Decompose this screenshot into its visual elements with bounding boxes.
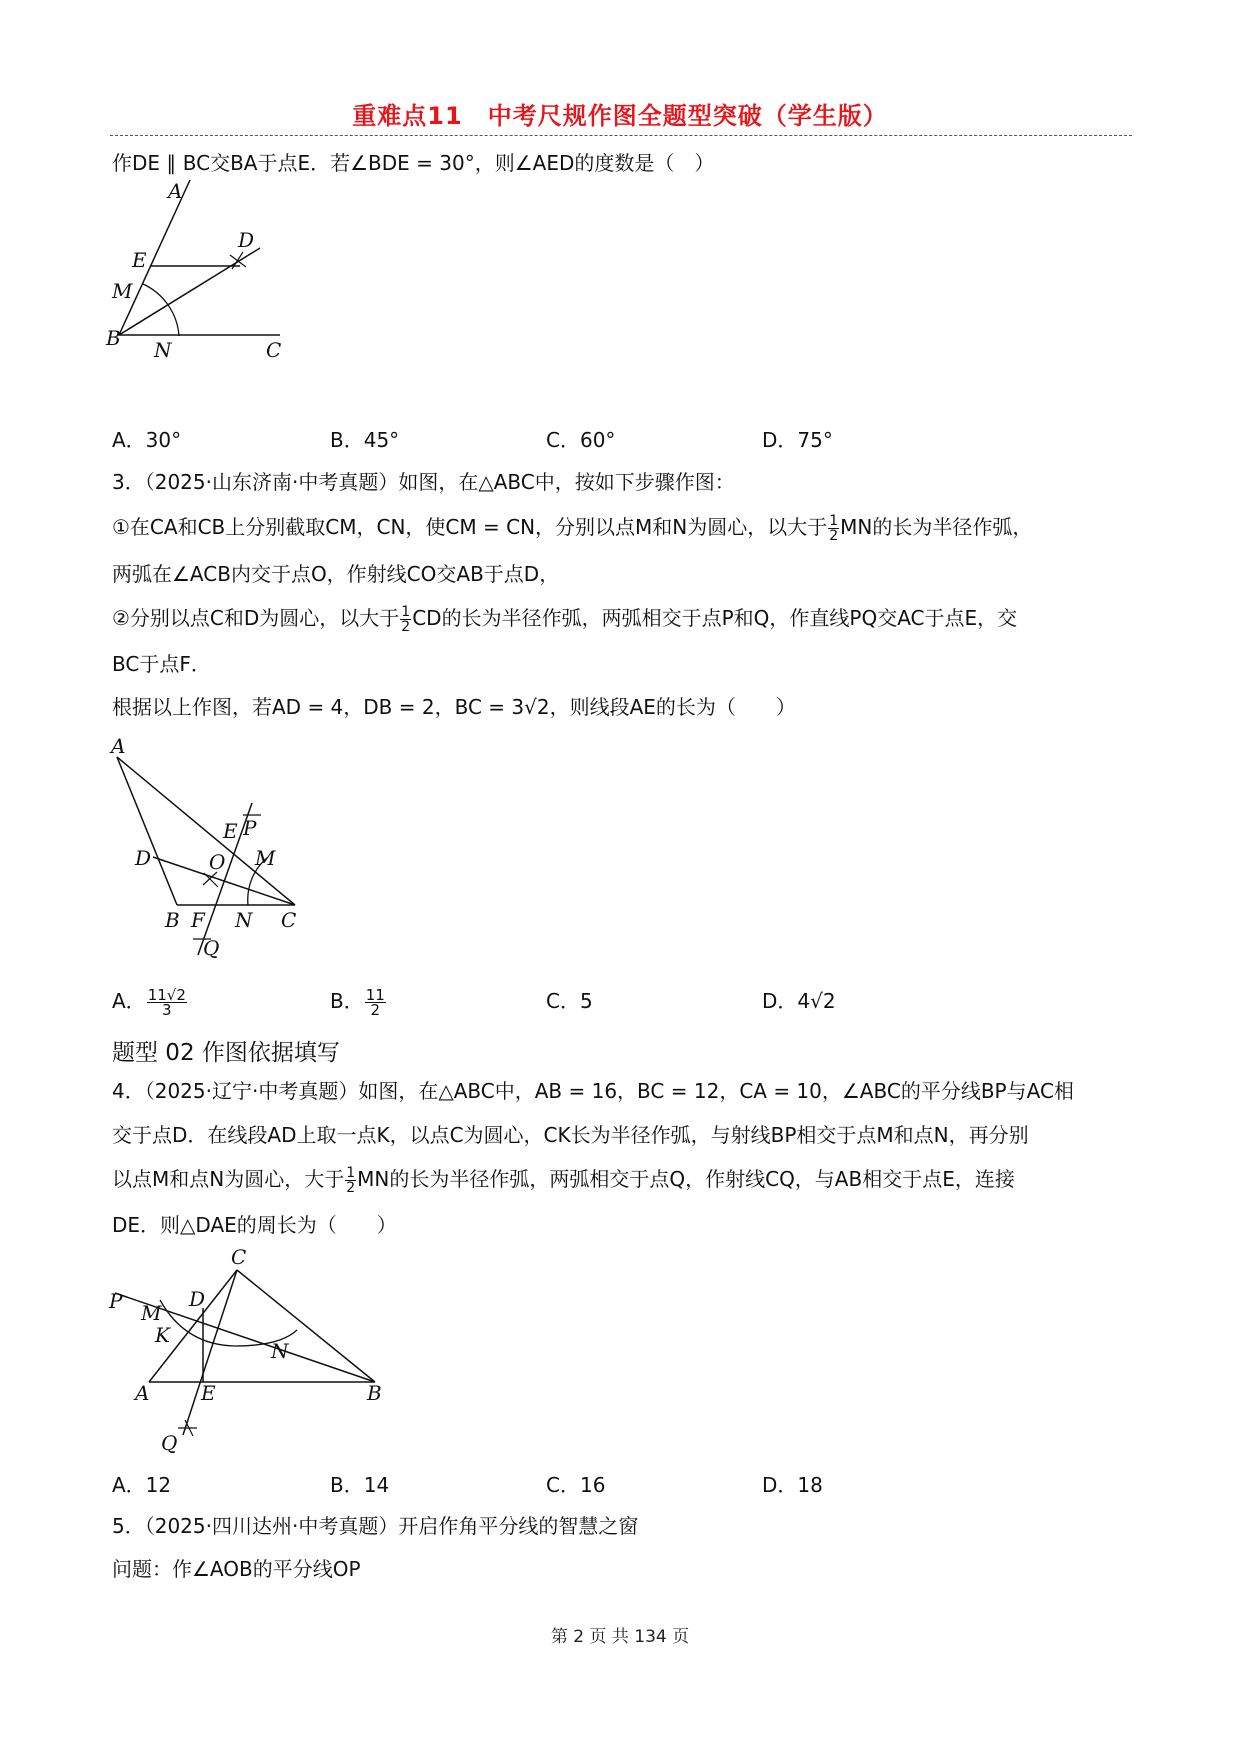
- q4-line3a: 以点M和点N为圆心，大于: [112, 1167, 345, 1191]
- q3-label-C: C: [281, 908, 297, 932]
- q3-line3: 两弧在∠ACB内交于点O，作射线CO交AB于点D，: [112, 562, 560, 586]
- q4-label-E: E: [201, 1381, 216, 1405]
- q3-line6: 根据以上作图，若AD = 4，DB = 2，BC = 3√2，则线段AE的长为（ ）: [112, 695, 796, 719]
- q4-label-K: K: [155, 1323, 170, 1347]
- q3-line2a: ①在CA和CB上分别截取CM，CN，使CM = CN，分别以点M和N为圆心，以大于: [112, 515, 828, 539]
- q4-figure: [105, 1245, 395, 1460]
- q4-option-d: D．18: [762, 1473, 823, 1497]
- q3-option-a: A． $\frac{11√2}{3}$: [112, 986, 186, 1019]
- q3-option-c: C．5: [546, 989, 593, 1013]
- q3-option-b: B． $\frac{11}{2}$: [330, 986, 385, 1019]
- q3-line5: BC于点F．: [112, 652, 211, 676]
- q3-label-M: M: [255, 846, 276, 870]
- q3-option-d: D．4√2: [762, 989, 836, 1013]
- q4-line1: 4．（2025·辽宁·中考真题）如图，在△ABC中，AB = 16，BC = 12，CA = 10，∠ABC的平分线BP与AC相: [112, 1079, 1074, 1103]
- q3-line2b: MN的长为半径作弧，: [840, 515, 1033, 539]
- q4-line3b: MN的长为半径作弧，两弧相交于点Q，作射线CQ，与AB相交于点E，连接: [357, 1167, 1015, 1191]
- q4-line4: DE．则△DAE的周长为（ ）: [112, 1213, 397, 1237]
- q5-line2: 问题：作∠AOB的平分线OP: [112, 1557, 361, 1581]
- q2-option-d: D．75°: [762, 428, 833, 452]
- q3-fraction-half-1: $\frac{1}{2}$: [829, 513, 839, 544]
- q4-label-B: B: [367, 1381, 382, 1405]
- q3-label-E: E: [223, 819, 238, 843]
- q2-label-M: M: [112, 279, 133, 303]
- q4-label-N: N: [271, 1339, 289, 1363]
- header-divider: [110, 135, 1132, 136]
- q4-label-D: D: [189, 1287, 206, 1311]
- q4-label-M: M: [141, 1301, 162, 1325]
- page-footer: 第 2 页 共 134 页: [550, 1627, 690, 1647]
- q2-option-c: C．60°: [546, 428, 616, 452]
- q3-option-b-fraction: $\frac{11}{2}$: [365, 986, 385, 1019]
- q3-line4: [112, 605, 1017, 634]
- q4-line2: 交于点D．在线段AD上取一点K，以点C为圆心，CK长为半径作弧，与射线BP相交于点M和点N，再分别: [112, 1123, 1029, 1147]
- section-heading: 题型 02 作图依据填写: [112, 1040, 340, 1066]
- q4-label-Q: Q: [161, 1431, 178, 1455]
- q2-label-N: N: [154, 338, 172, 362]
- q3-figure: [105, 735, 315, 965]
- page-title: 重难点11 中考尺规作图全题型突破（学生版）: [352, 102, 888, 130]
- q3-label-F: F: [191, 908, 205, 932]
- q3-label-P: P: [243, 816, 257, 840]
- q4-label-C: C: [231, 1245, 247, 1269]
- q4-option-a: A．12: [112, 1473, 172, 1497]
- q5-line1: 5．（2025·四川达州·中考真题）开启作角平分线的智慧之窗: [112, 1514, 639, 1538]
- q2-label-C: C: [266, 338, 282, 362]
- q4-option-c: C．16: [546, 1473, 606, 1497]
- q2-figure: [106, 179, 320, 405]
- q3-label-B: B: [165, 908, 180, 932]
- q4-line3: [112, 1166, 1015, 1195]
- q2-label-D: D: [238, 228, 255, 252]
- q2-option-b: B．45°: [330, 428, 400, 452]
- q2-label-E: E: [132, 248, 147, 272]
- q3-line4b: CD的长为半径作弧，两弧相交于点P和Q，作直线PQ交AC于点E，交: [412, 606, 1018, 630]
- q4-fraction-half: $\frac{1}{2}$: [346, 1165, 356, 1196]
- q3-option-a-fraction: $\frac{11√2}{3}$: [147, 986, 186, 1019]
- q4-label-P: P: [109, 1289, 123, 1313]
- q3-label-A: A: [111, 734, 126, 758]
- q3-label-O: O: [209, 850, 226, 874]
- q3-line1: 3．（2025·山东济南·中考真题）如图，在△ABC中，按如下步骤作图：: [112, 470, 735, 494]
- q4-option-b: B．14: [330, 1473, 390, 1497]
- q3-fraction-half-2: $\frac{1}{2}$: [401, 604, 411, 635]
- q2-stem: 作DE ∥ BC交BA于点E．若∠BDE = 30°，则∠AED的度数是（ ）: [112, 151, 715, 175]
- q2-option-a: A．30°: [112, 428, 182, 452]
- q2-label-A: A: [168, 179, 183, 203]
- q4-label-A: A: [135, 1381, 150, 1405]
- q2-label-B: B: [106, 326, 121, 350]
- q3-label-N: N: [235, 908, 253, 932]
- q3-label-D: D: [135, 846, 152, 870]
- q3-line2: [112, 514, 1032, 543]
- q3-label-Q: Q: [203, 936, 220, 960]
- q3-line4a: ②分别以点C和D为圆心，以大于: [112, 606, 400, 630]
